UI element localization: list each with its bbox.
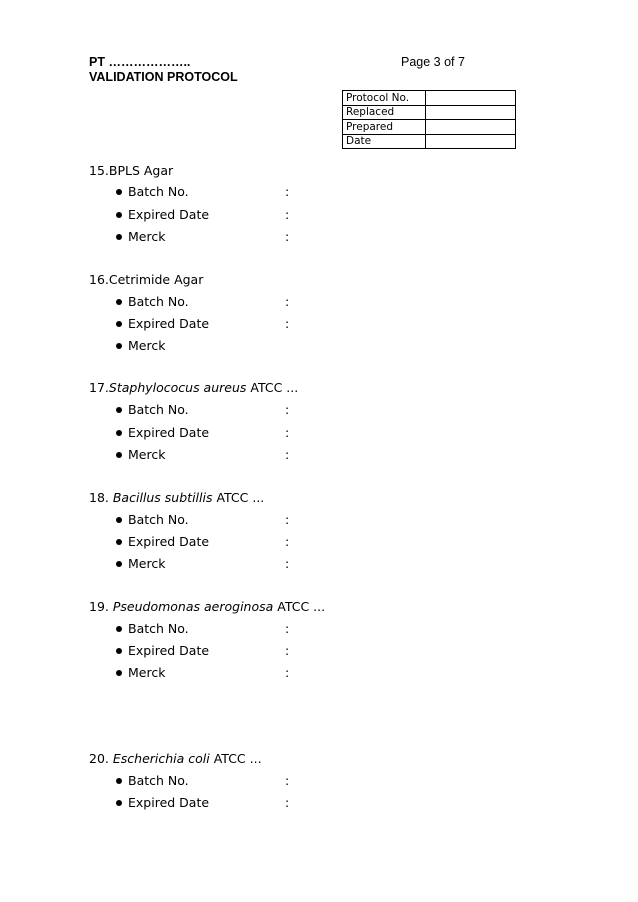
table-cell-value [426,134,516,149]
bullet-icon [116,539,122,545]
bullet-icon [116,343,122,349]
table-row [343,120,516,135]
section-title: 15.BPLS Agar [89,163,174,178]
section-17: 17.Staphylococus aureus ATCC ... Batch No. : Expired Date : Merck : [89,380,299,462]
bullet-icon [116,648,122,654]
bullet-icon [116,778,122,784]
bullet-icon [116,189,122,195]
bullet-icon [116,407,122,413]
table-cell-label: Date [343,134,426,149]
bullet-icon [116,626,122,632]
section-16: 16.Cetrimide Agar Batch No. : Expired Date : Merck [89,272,290,353]
section-20: 20. Escherichia coli ATCC ... Batch No. : Expired Date : [89,751,290,810]
section-title: 19. Pseudomonas aeroginosa ATCC ... [89,599,326,614]
section-19: 19. Pseudomonas aeroginosa ATCC ... Batch No. : Expired Date : Merck : [89,599,326,680]
section-title: 18. Bacillus subtillis ATCC ... [89,490,265,505]
bullet-icon [116,670,122,676]
table-row [343,134,516,149]
table-cell-value [426,105,516,120]
section-18: 18. Bacillus subtillis ATCC ... Batch No. : Expired Date : Merck : [89,490,290,571]
page-number: Page 3 of 7 [401,55,465,69]
section-title: 20. Escherichia coli ATCC ... [89,751,262,766]
bullet-icon [116,299,122,305]
section-title: 17.Staphylococus aureus ATCC ... [89,380,299,395]
bullet-icon [116,234,122,240]
section-15: 15.BPLS Agar Batch No. : Expired Date : Merck : [89,163,290,244]
table-cell-value [426,91,516,106]
bullet-icon [116,452,122,458]
bullet-icon [116,430,122,436]
table-row [343,105,516,120]
table-cell-label: Protocol No. [343,91,426,106]
table-cell-label: Replaced [343,105,426,120]
section-title: 16.Cetrimide Agar [89,272,204,287]
bullet-icon [116,517,122,523]
table-cell-value [426,120,516,135]
bullet-icon [116,321,122,327]
bullet-icon [116,800,122,806]
protocol-meta-table [342,90,516,149]
document-title: VALIDATION PROTOCOL [89,70,238,84]
bullet-icon [116,561,122,567]
table-row [343,91,516,106]
bullet-icon [116,212,122,218]
table-cell-label: Prepared [343,120,426,135]
document-code: PT ……………….. [89,55,191,69]
